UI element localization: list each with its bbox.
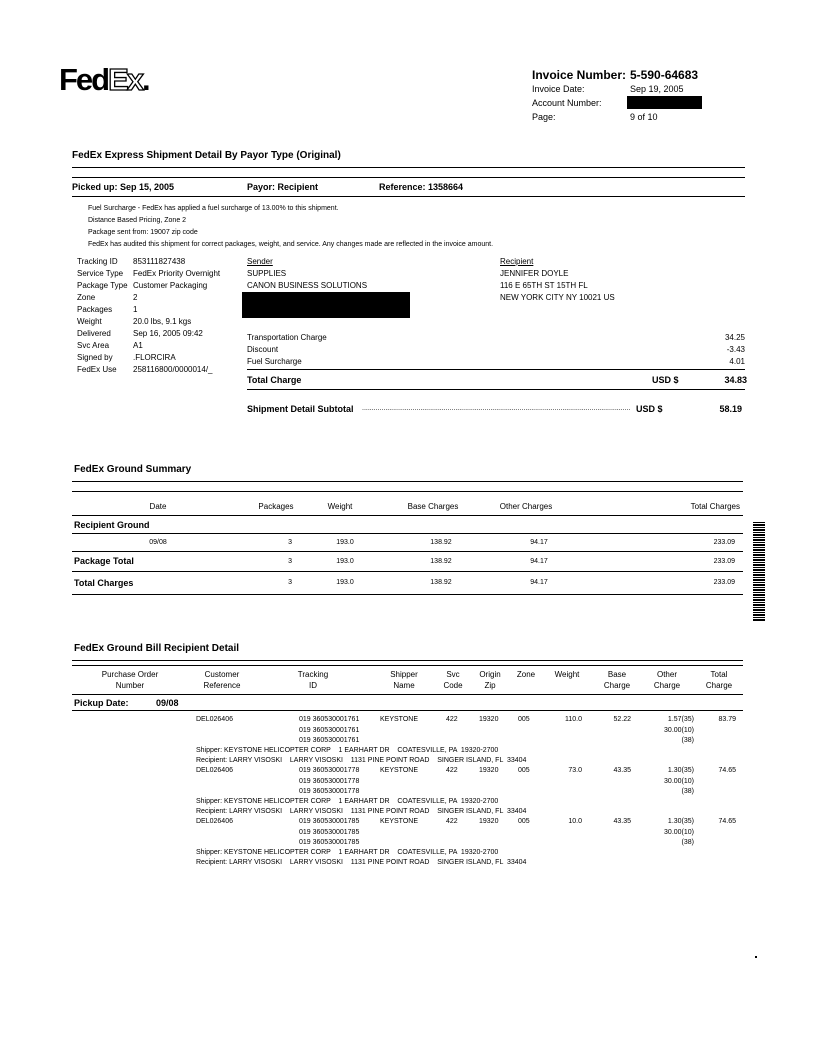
col-header-total: Total Charges (690, 502, 740, 511)
invoice-number-label: Invoice Number: (532, 68, 627, 82)
logo-dot: . (142, 62, 149, 97)
col-header-other: Other Charges (499, 502, 553, 511)
customer-reference: DEL026406 (196, 767, 233, 774)
origin-zip: 19320 (479, 716, 499, 723)
other-charge: 1.30(35) (667, 767, 694, 774)
express-section-title: FedEx Express Shipment Detail By Payor Type (Original) (72, 150, 341, 161)
col-header-base: Base (607, 670, 627, 679)
charge-label: Transportation Charge (247, 333, 327, 342)
detail-value: 853111827438 (133, 257, 186, 266)
tracking-id: 019 360530001778 (299, 788, 360, 795)
tracking-id: 019 360530001785 (299, 829, 360, 836)
base-charge: 43.35 (613, 767, 631, 774)
divider (72, 594, 743, 595)
detail-value: 258116800/0000014/_ (133, 365, 213, 374)
recipient-address: Recipient: LARRY VISOSKI LARRY VISOSKI 1131 PINE POINT ROAD SINGER ISLAND, FL 33404 (196, 757, 527, 764)
detail-label: Package Type (77, 281, 128, 290)
shipper-name: KEYSTONE (380, 767, 418, 774)
tracking-id: 019 360530001761 (299, 716, 360, 723)
origin-zip: 19320 (479, 767, 499, 774)
col-header-customer: Customer (204, 670, 240, 679)
divider (72, 660, 743, 661)
tracking-id: 019 360530001761 (299, 727, 360, 734)
detail-value: 2 (133, 293, 138, 302)
cell-total: 233.09 (713, 579, 735, 586)
recipient-line: JENNIFER DOYLE (500, 269, 569, 278)
detail-label: Delivered (77, 329, 111, 338)
customer-reference: DEL026406 (196, 716, 233, 723)
cell-other: 94.17 (530, 558, 548, 565)
col-header-packages: Packages (258, 502, 294, 511)
weight: 10.0 (568, 818, 582, 825)
detail-value: A1 (133, 341, 143, 350)
account-number-redaction (627, 96, 702, 109)
sender-heading: Sender (247, 257, 273, 266)
other-charge: 30.00(10) (664, 778, 694, 785)
svc-code: 422 (446, 716, 458, 723)
total-charge: 83.79 (718, 716, 736, 723)
page-label: Page: (532, 112, 556, 122)
col-header-po: Number (115, 681, 145, 690)
shipper-name: KEYSTONE (380, 818, 418, 825)
col-header-other: Charge (653, 681, 681, 690)
note-line: FedEx has audited this shipment for correct packages, weight, and service. Any changes made are reflected in the invoice amount. (88, 241, 494, 248)
total-charge-currency: USD $ (652, 375, 679, 385)
payor-type: Payor: Recipient (247, 182, 319, 192)
col-header-total: Total (710, 670, 728, 679)
invoice-number: 5-590-64683 (630, 68, 699, 82)
svc-code: 422 (446, 767, 458, 774)
other-charge: 1.57(35) (667, 716, 694, 723)
fedex-logo (59, 62, 149, 98)
cell-packages: 3 (288, 539, 292, 546)
package-total-label: Package Total (74, 556, 134, 566)
cell-weight: 193.0 (336, 579, 354, 586)
charge-amount: 4.01 (729, 357, 745, 366)
detail-value: Sep 16, 2005 09:42 (133, 329, 203, 338)
subtotal-dots: .......................................................................................................................................... (362, 405, 631, 412)
customer-reference: DEL026406 (196, 818, 233, 825)
divider (72, 177, 745, 178)
charge-label: Fuel Surcharge (247, 357, 302, 366)
zone: 005 (518, 818, 530, 825)
col-header-base: Charge (603, 681, 631, 690)
cell-date: 09/08 (149, 539, 167, 546)
col-header-tracking: Tracking (297, 670, 329, 679)
detail-label: Weight (77, 317, 102, 326)
divider (72, 665, 743, 666)
recipient-line: NEW YORK CITY NY 10021 US (500, 293, 615, 302)
detail-label: Packages (77, 305, 113, 314)
other-charge: 1.30(35) (667, 818, 694, 825)
page-number: 9 of 10 (630, 112, 658, 122)
page-mark (755, 956, 757, 958)
col-header-shipper: Name (393, 681, 415, 690)
col-header-weight: Weight (554, 670, 580, 679)
col-header-origin: Zip (484, 681, 496, 690)
logo-ex: Ex (108, 62, 143, 97)
tracking-id: 019 360530001778 (299, 778, 360, 785)
cell-packages: 3 (288, 558, 292, 565)
invoice-date: Sep 19, 2005 (630, 84, 684, 94)
detail-label: Zone (77, 293, 96, 302)
detail-label: Tracking ID (77, 257, 118, 266)
subtotal-amount: 58.19 (719, 404, 742, 414)
col-header-other: Other (656, 670, 677, 679)
total-charge-label: Total Charge (247, 375, 302, 385)
note-line: Package sent from: 19007 zip code (88, 229, 198, 236)
cell-base: 138.92 (430, 539, 452, 546)
picked-up-date: Picked up: Sep 15, 2005 (72, 182, 175, 192)
cell-base: 138.92 (430, 579, 452, 586)
shipper-address: Shipper: KEYSTONE HELICOPTER CORP 1 EARHART DR COATESVILLE, PA 19320-2700 (196, 849, 499, 856)
pickup-date: 09/08 (156, 698, 179, 708)
col-header-date: Date (149, 502, 167, 511)
recipient-ground-label: Recipient Ground (74, 520, 150, 530)
col-header-po: Purchase Order (101, 670, 159, 679)
other-charge: 30.00(10) (664, 727, 694, 734)
detail-value: 20.0 lbs, 9.1 kgs (133, 317, 192, 326)
charge-amount: -3.43 (726, 345, 745, 354)
total-charges-label: Total Charges (74, 578, 134, 588)
col-header-total: Charge (705, 681, 733, 690)
col-header-origin: Origin (479, 670, 501, 679)
detail-value: 1 (133, 305, 138, 314)
col-header-shipper: Shipper (390, 670, 418, 679)
tracking-id: 019 360530001785 (299, 839, 360, 846)
divider (72, 571, 743, 572)
sender-line: SUPPLIES (247, 269, 287, 278)
tracking-id: 019 360530001761 (299, 737, 360, 744)
tracking-id: 019 360530001778 (299, 767, 360, 774)
cell-packages: 3 (288, 579, 292, 586)
col-header-customer: Reference (203, 681, 241, 690)
ground-summary-title: FedEx Ground Summary (74, 464, 192, 475)
account-number-label: Account Number: (532, 98, 602, 108)
ground-detail-title: FedEx Ground Bill Recipient Detail (74, 643, 240, 654)
base-charge: 52.22 (613, 716, 631, 723)
zone: 005 (518, 716, 530, 723)
weight: 73.0 (568, 767, 582, 774)
col-header-zone: Zone (516, 670, 536, 679)
col-header-base: Base Charges (407, 502, 459, 511)
reference-number: Reference: 1358664 (379, 182, 464, 192)
shipper-name: KEYSTONE (380, 716, 418, 723)
divider (72, 196, 745, 197)
detail-value: Customer Packaging (133, 281, 208, 290)
recipient-address: Recipient: LARRY VISOSKI LARRY VISOSKI 1131 PINE POINT ROAD SINGER ISLAND, FL 33404 (196, 808, 527, 815)
shipper-address: Shipper: KEYSTONE HELICOPTER CORP 1 EARHART DR COATESVILLE, PA 19320-2700 (196, 747, 499, 754)
other-charge: 30.00(10) (664, 829, 694, 836)
cell-weight: 193.0 (336, 558, 354, 565)
cell-weight: 193.0 (336, 539, 354, 546)
divider (72, 694, 743, 695)
col-header-weight: Weight (327, 502, 353, 511)
divider (247, 389, 745, 390)
other-charge: (38) (681, 737, 694, 744)
detail-label: Svc Area (77, 341, 110, 350)
origin-zip: 19320 (479, 818, 499, 825)
recipient-heading: Recipient (500, 257, 534, 266)
tracking-id: 019 360530001785 (299, 818, 360, 825)
divider (247, 369, 745, 370)
detail-value: FedEx Priority Overnight (133, 269, 221, 278)
col-header-tracking: ID (309, 681, 317, 690)
weight: 110.0 (565, 716, 582, 723)
other-charge: (38) (681, 788, 694, 795)
divider (72, 167, 745, 168)
total-charge-amount: 34.83 (724, 375, 747, 385)
detail-label: FedEx Use (77, 365, 117, 374)
divider (72, 515, 743, 516)
divider (72, 551, 743, 552)
base-charge: 43.35 (613, 818, 631, 825)
cell-other: 94.17 (530, 539, 548, 546)
sender-line: CANON BUSINESS SOLUTIONS (247, 281, 368, 290)
logo-fed: Fed (59, 62, 109, 97)
detail-value: .FLORCIRA (133, 353, 176, 362)
col-header-svc: Code (443, 681, 463, 690)
total-charge: 74.65 (718, 818, 736, 825)
divider (72, 491, 743, 492)
recipient-line: 116 E 65TH ST 15TH FL (500, 281, 588, 290)
sender-address-redaction (242, 292, 410, 318)
pickup-date-label: Pickup Date: (74, 698, 129, 708)
divider (72, 481, 743, 482)
detail-label: Signed by (77, 353, 113, 362)
note-line: Fuel Surcharge - FedEx has applied a fuel surcharge of 13.00% to this shipment. (88, 205, 339, 212)
other-charge: (38) (681, 839, 694, 846)
shipper-address: Shipper: KEYSTONE HELICOPTER CORP 1 EARHART DR COATESVILLE, PA 19320-2700 (196, 798, 499, 805)
svc-code: 422 (446, 818, 458, 825)
note-line: Distance Based Pricing, Zone 2 (88, 217, 187, 224)
invoice-date-label: Invoice Date: (532, 84, 585, 94)
cell-total: 233.09 (713, 558, 735, 565)
cell-total: 233.09 (713, 539, 735, 546)
col-header-svc: Svc (446, 670, 460, 679)
charge-label: Discount (247, 345, 279, 354)
subtotal-currency: USD $ (636, 404, 663, 414)
total-charge: 74.65 (718, 767, 736, 774)
barcode (753, 522, 765, 622)
divider (72, 533, 743, 534)
charge-amount: 34.25 (724, 333, 745, 342)
detail-label: Service Type (77, 269, 124, 278)
cell-base: 138.92 (430, 558, 452, 565)
cell-other: 94.17 (530, 579, 548, 586)
divider (72, 710, 743, 711)
subtotal-label: Shipment Detail Subtotal (247, 404, 354, 414)
zone: 005 (518, 767, 530, 774)
recipient-address: Recipient: LARRY VISOSKI LARRY VISOSKI 1131 PINE POINT ROAD SINGER ISLAND, FL 33404 (196, 859, 527, 866)
